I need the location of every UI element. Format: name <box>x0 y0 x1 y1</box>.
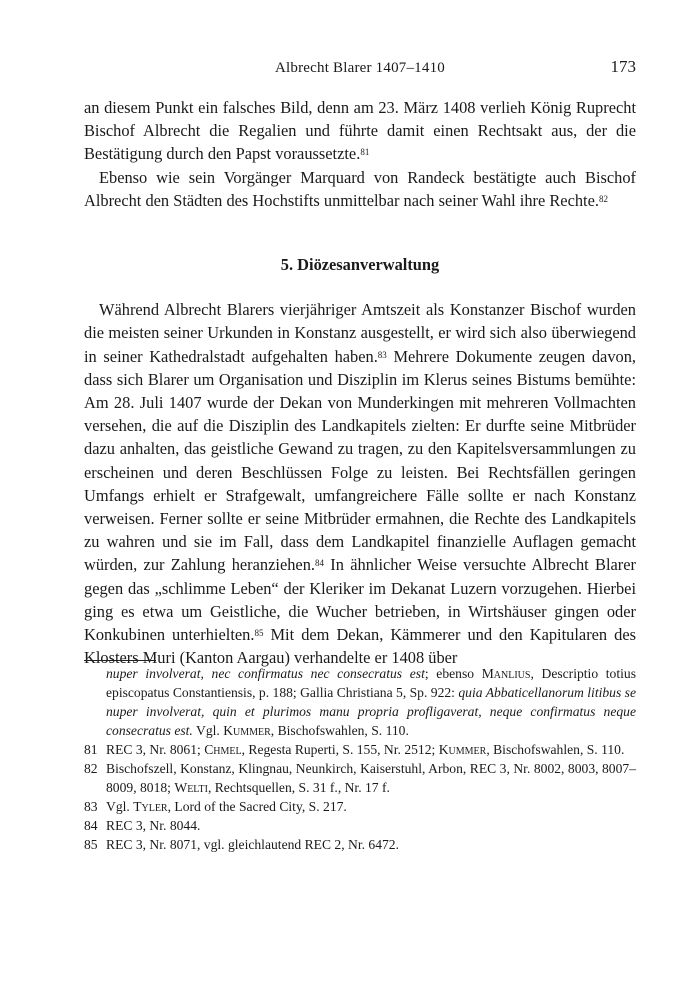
footnote-ref: 82 <box>598 193 608 204</box>
paragraph-text: Mit dem Dekan, Kämmerer und den Kapitularen des Klosters Muri (Kanton Aargau) verhandelte er 1408 über <box>84 625 636 668</box>
footnote <box>84 759 636 797</box>
footnote-number: 82 <box>84 761 98 776</box>
paragraph <box>84 166 636 212</box>
footnote <box>84 740 636 759</box>
footnote-ref: 84 <box>314 558 324 569</box>
running-title: Albrecht Blarer 1407–1410 <box>275 60 445 76</box>
footnote <box>84 835 636 854</box>
footnote <box>84 797 636 816</box>
running-head <box>84 57 636 84</box>
paragraph <box>84 298 636 669</box>
footnote-ref: 85 <box>254 628 264 639</box>
footnote-ref: 83 <box>377 349 387 360</box>
footnote-rule <box>84 660 156 661</box>
paragraph <box>84 96 636 166</box>
footnote-text: REC 3, Nr. 8071, vgl. gleichlautend REC 2, Nr. 6472. <box>106 837 400 852</box>
footnote-ref: 81 <box>360 147 370 158</box>
footnote-number: 85 <box>84 837 98 852</box>
footnote <box>84 816 636 835</box>
footnote-text: REC 3, Nr. 8061; Chmel, Regesta Ruperti, S. 155, Nr. 2512; Kummer, Bischofswahlen, S. 110. <box>106 742 625 757</box>
footnote-text: Bischofszell, Konstanz, Klingnau, Neunkirch, Kaiserstuhl, Arbon, REC 3, Nr. 8002, 8003, 8007–8009, 8018; Welti, Rechtsquellen, S. 31 f., Nr. 17 f. <box>106 761 636 795</box>
paragraph-text: Mehrere Dokumente zeugen davon, dass sich Blarer um Organisation und Disziplin im Klerus seines Bistums bemühte: Am 28. Juli 1407 wurde der Dekan von Munderkingen mit mehreren Vollmachten versehen, die auf die Disziplin des Landkapitels zielten: Er durfte seine Mitbrüder dazu anhalten, das geistliche Gewand zu tragen, zu den Kapitelsversammlungen zu erscheinen und deren Beschlüssen Folge zu leisten. Bei Rechtsfällen geringen Umfangs erhielt er Strafgewalt, umfangreichere Fälle sollte er nach Konstanz verweisen. Ferner sollte er seine Mitbrüder ermahnen, die Rechte des Landkapitels zu wahren und sie im Fall, dass dem Landkapitel finanzielle Auflagen gemacht würden, zur Zahlung heranziehen. <box>84 346 636 575</box>
paragraph-text: Während Albrecht Blarers vierjähriger Amtszeit als Konstanzer Bischof wurden die meisten seiner Urkunden in Konstanz ausgestellt, er wird sich also überwiegend in seiner Kathedralstadt aufgehalten haben. <box>84 300 636 366</box>
paragraph-text: In ähnlicher Weise versuchte Albrecht Blarer gegen das „schlimme Leben“ der Kleriker im Dekanat Luzern vorzugehen. Hierbei ging es etwa um Geistliche, die Wucher betrieben, in Wirtshäuser gingen oder Konkubinen unterhielten. <box>84 555 636 645</box>
footnote-number: 81 <box>84 742 98 757</box>
footnote-text: REC 3, Nr. 8044. <box>106 818 201 833</box>
paragraph-text: an diesem Punkt ein falsches Bild, denn am 23. März 1408 verlieh König Ruprecht Bischof Albrecht die Regalien und führte damit einen Rechtsakt aus, der die Bestätigung durch den Papst voraussetzte. <box>84 98 636 164</box>
paragraph-text: Ebenso wie sein Vorgänger Marquard von Randeck bestätigte auch Bischof Albrecht den Städten des Hochstifts unmittelbar nach seiner Wahl ihre Rechte. <box>84 167 636 210</box>
footnote-text: Vgl. Tyler, Lord of the Sacred City, S. 217. <box>106 799 347 814</box>
footnote-number: 83 <box>84 799 98 814</box>
main-text <box>84 96 636 669</box>
section-heading: 5. Diözesanverwaltung <box>280 255 440 275</box>
page-number: 173 <box>610 57 636 76</box>
footnote-continuation: nuper involverat, nec confirmatus nec consecratus est; ebenso Manlius, Descriptio totius episcopatus Constantiensis, p. 188; Gallia Christiana 5, Sp. 922: quia Abbaticellanorum litibus se nuper involverat, quin et plurimos manu propria profligaverat, neque confirmatus neque consecratus est. Vgl. Kummer, Bischofswahlen, S. 110. <box>106 666 636 738</box>
footnote-number: 84 <box>84 818 98 833</box>
footnotes <box>84 664 636 854</box>
